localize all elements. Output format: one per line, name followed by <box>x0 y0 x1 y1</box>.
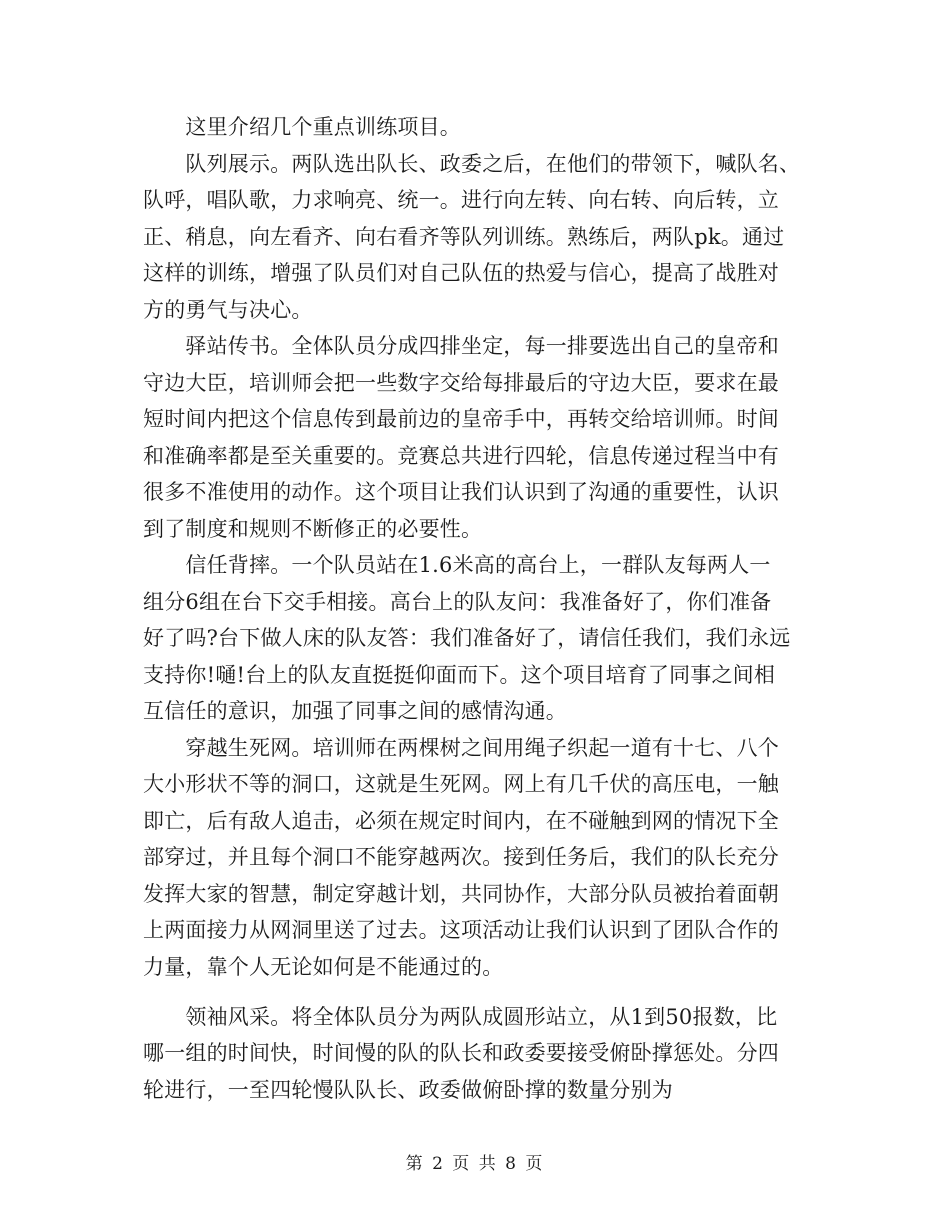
text-line: 上两面接力从网洞里送了过去。这项活动让我们认识到了团队合作的 <box>143 918 779 942</box>
text-line: 短时间内把这个信息传到最前边的皇帝手中，再转交给培训师。时间 <box>143 407 779 431</box>
text-line: 轮进行，一至四轮慢队队长、政委做俯卧撑的数量分别为 <box>143 1078 673 1102</box>
text-line: 互信任的意识，加强了同事之间的感情沟通。 <box>143 699 567 723</box>
text-line: 这里介绍几个重点训练项目。 <box>143 115 461 139</box>
text-line: 守边大臣，培训师会把一些数字交给每排最后的守边大臣，要求在最 <box>143 371 779 395</box>
text-line: 发挥大家的智慧，制定穿越计划，共同协作，大部分队员被抬着面朝 <box>143 882 779 906</box>
text-line: 穿越生死网。培训师在两棵树之间用绳子织起一道有十七、八个 <box>143 736 779 760</box>
text-line: 即亡，后有敌人追击，必须在规定时间内，在不碰触到网的情况下全 <box>143 809 779 833</box>
text-line: 正、稍息，向左看齐、向右看齐等队列训练。熟练后，两队pk。通过 <box>143 225 785 249</box>
text-line: 组分6组在台下交手相接。高台上的队友问：我准备好了，你们准备 <box>143 590 772 614</box>
text-line: 部穿过，并且每个洞口不能穿越两次。接到任务后，我们的队长充分 <box>143 845 779 869</box>
text-line: 支持你!嗵!台上的队友直挺挺仰面而下。这个项目培育了同事之间相 <box>143 663 776 687</box>
text-line: 很多不准使用的动作。这个项目让我们认识到了沟通的重要性，认识 <box>143 480 779 504</box>
text-line: 哪一组的时间快，时间慢的队的队长和政委要接受俯卧撑惩处。分四 <box>143 1041 779 1065</box>
text-line: 队呼，唱队歌，力求响亮、统一。进行向左转、向右转、向后转，立 <box>143 188 779 212</box>
page-number-footer: 第 2 页 共 8 页 <box>405 1154 545 1174</box>
text-line: 信任背摔。一个队员站在1.6米高的高台上，一群队友每两人一 <box>143 553 771 577</box>
text-line: 力量，靠个人无论如何是不能通过的。 <box>143 955 504 979</box>
text-line: 到了制度和规则不断修正的必要性。 <box>143 517 483 541</box>
text-line: 和准确率都是至关重要的。竞赛总共进行四轮，信息传递过程当中有 <box>143 444 779 468</box>
text-line: 队列展示。两队选出队长、政委之后，在他们的带领下，喊队名、 <box>143 152 801 176</box>
text-line: 领袖风采。将全体队员分为两队成圆形站立，从1到50报数，比 <box>143 1005 778 1029</box>
text-line: 大小形状不等的洞口，这就是生死网。网上有几千伏的高压电，一触 <box>143 772 779 796</box>
text-line: 这样的训练，增强了队员们对自己队伍的热爱与信心，提高了战胜对 <box>143 261 779 285</box>
text-line: 方的勇气与决心。 <box>143 298 313 322</box>
text-line: 好了吗?台下做人床的队友答：我们准备好了，请信任我们，我们永远 <box>143 626 791 650</box>
text-line: 驿站传书。全体队员分成四排坐定，每一排要选出自己的皇帝和 <box>143 334 779 358</box>
